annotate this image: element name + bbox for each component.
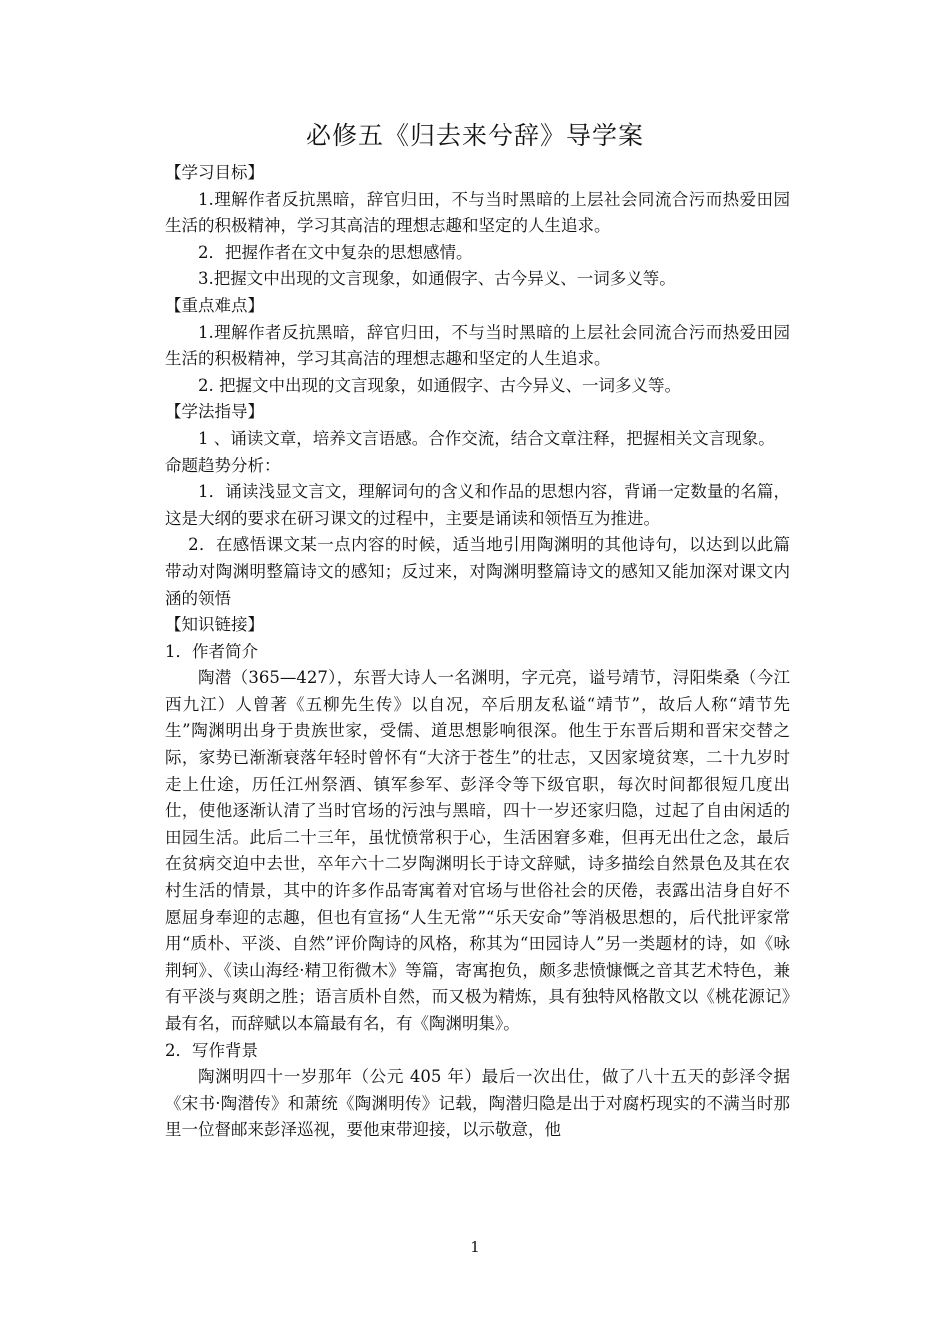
section-heading-goals: 【学习目标】: [165, 163, 264, 182]
key-point-item-1: 1.理解作者反抗黑暗，辞官归田，不与当时黑暗的上层社会同流合污而热爱田园生活的积极精神，学习其高洁的理想志趣和坚定的人生追求。: [165, 322, 790, 369]
author-intro-heading: 1．作者简介: [165, 641, 258, 661]
key-point-item-2: 2. 把握文中出现的文言现象，如通假字、古今异义、一词多义等。: [198, 375, 681, 395]
trend-heading: 命题趋势分析：: [165, 455, 281, 475]
page-number: 1: [470, 1238, 480, 1256]
goal-item-1: 1.理解作者反抗黑暗，辞官归田，不与当时黑暗的上层社会同流合污而热爱田园生活的积极精神，学习其高洁的理想志趣和坚定的人生追求。: [165, 189, 790, 236]
section-heading-method: 【学法指导】: [165, 402, 264, 422]
goal-item-2: 2．把握作者在文中复杂的思想感情。: [198, 242, 473, 262]
section-heading-key-points: 【重点难点】: [165, 295, 264, 315]
background-text: 陶渊明四十一岁那年（公元 405 年）最后一次出仕，做了八十五天的彭泽令据《宋书·陶潜传》和萧统《陶渊明传》记载，陶潜归隐是出于对腐朽现实的不满当时那里一位督邮来彭泽巡视，要他束带迎接，以示敬意，他: [165, 1067, 790, 1140]
author-intro-text: 陶潜（365—427），东晋大诗人一名渊明，字元亮，谥号靖节，浔阳柴桑（今江西九江）人曾著《五柳先生传》以自况，卒后朋友私谥“靖节”，故后人称“靖节先生”陶渊明出身于贵族世家，受儒、道思想影响很深。他生于东晋后期和晋宋交替之际，家势已渐渐衰落年轻时曾怀有“大济于苍生”的壮志，又因家境贫寒，二十九岁时走上仕途，历任江州祭酒、镇军参军、彭泽令等下级官职，每次时间都很短几度出仕，使他逐渐认清了当时官场的污浊与黑暗，四十一岁还家归隐，过起了自由闲适的田园生活。此后二十三年，虽忧愤常积于心，生活困窘多难，但再无出仕之念，最后在贫病交迫中去世，卒年六十二岁陶渊明长于诗文辞赋，诗多描绘自然景色及其在农村生活的情景，其中的许多作品寄寓着对官场与世俗社会的厌倦，表露出洁身自好不愿屈身奉迎的志趣，但也有宣扬“人生无常”“乐天安命”等消极思想的，后代批评家常用“质朴、平淡、自然”评价陶诗的风格，称其为“田园诗人”另一类题材的诗，如《咏荆轲》、《读山海经·精卫衔微木》等篇，寄寓抱负，颇多悲愤慷慨之音其艺术特色，兼有平淡与爽朗之胜；语言质朴自然，而又极为精炼，具有独特风格散文以《桃花源记》最有名，而辞赋以本篇最有名，有《陶渊明集》。: [165, 668, 790, 1033]
goal-item-3: 3.把握文中出现的文言现象，如通假字、古今异义、一词多义等。: [198, 269, 676, 289]
trend-item-1: 1．诵读浅显文言文，理解词句的含义和作品的思想内容，背诵一定数量的名篇，这是大纲的要求在研习课文的过程中，主要是诵读和领悟互为推进。: [165, 482, 790, 528]
background-heading: 2．写作背景: [165, 1040, 258, 1060]
page-title: 必修五《归去来兮辞》导学案: [305, 121, 644, 150]
method-item-1: 1 、诵读文章，培养文言语感。合作交流，结合文章注释，把握相关文言现象。: [198, 428, 775, 448]
document-body: [165, 160, 790, 1144]
section-heading-knowledge: 【知识链接】: [165, 615, 264, 635]
trend-item-2: 2．在感悟课文某一点内容的时候，适当地引用陶渊明的其他诗句，以达到以此篇带动对陶渊明整篇诗文的感知；反过来，对陶渊明整篇诗文的感知又能加深对课文内涵的领悟: [165, 535, 790, 608]
